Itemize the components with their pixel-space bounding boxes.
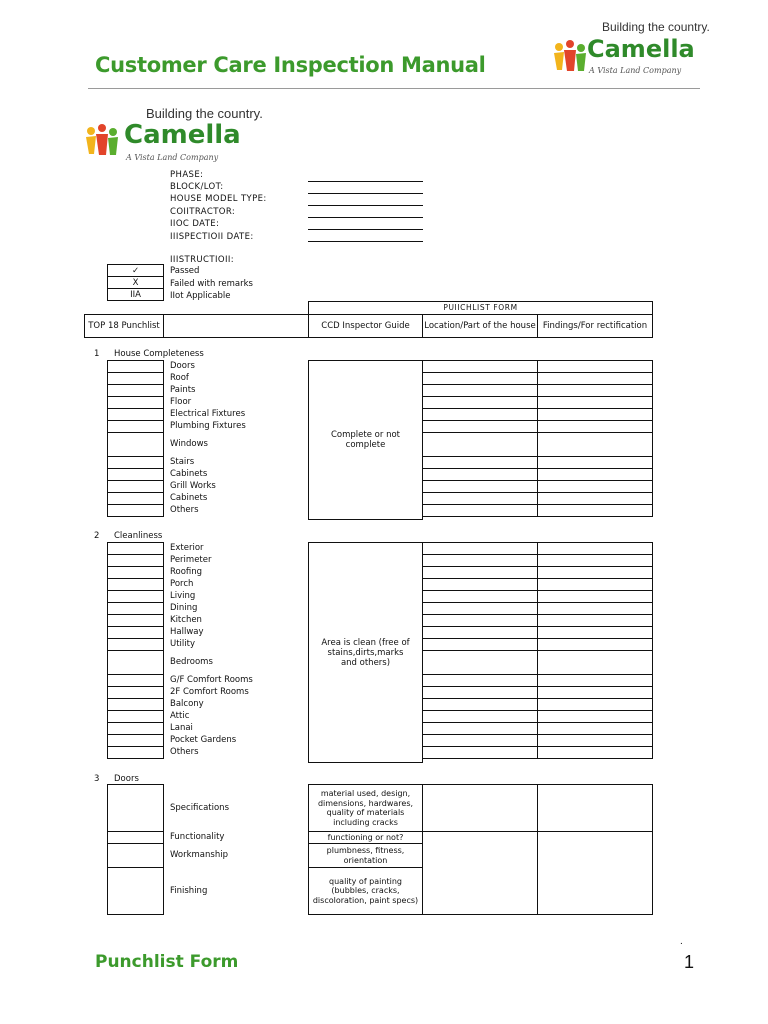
location-cell[interactable] xyxy=(422,504,538,517)
punchlist-item: Finishing xyxy=(170,885,208,896)
punchlist-item: Porch xyxy=(170,579,194,589)
punchlist-item: Functionality xyxy=(170,832,225,842)
footer-dot: . xyxy=(680,936,683,947)
manual-title: Customer Care Inspection Manual xyxy=(95,53,486,77)
findings-cell[interactable] xyxy=(537,746,653,759)
checkbox-cell[interactable] xyxy=(107,746,164,759)
punchlist-item: Roofing xyxy=(170,567,203,577)
form-logo xyxy=(80,104,263,166)
legend-na-text: IIot Applicable xyxy=(170,291,231,301)
punchlist-item: G/F Comfort Rooms xyxy=(170,675,253,685)
field-model-label: HOUSE MODEL TYPE: xyxy=(170,194,267,204)
punchlist-item: Perimeter xyxy=(170,555,212,565)
field-contractor-line[interactable] xyxy=(308,217,423,218)
page-number: 1 xyxy=(684,952,695,972)
punchlist-item: Cabinets xyxy=(170,493,208,503)
checkbox-cell[interactable] xyxy=(107,432,164,457)
header-findings: Findings/For rectification xyxy=(537,314,653,338)
header-location: Location/Part of the house xyxy=(422,314,538,338)
punchlist-item: Paints xyxy=(170,385,196,395)
location-cell[interactable] xyxy=(422,650,538,675)
punchlist-item: Windows xyxy=(170,439,208,449)
punchlist-item: Electrical Fixtures xyxy=(170,409,246,419)
legend-passed-text: Passed xyxy=(170,266,200,276)
logo-sub: A Vista Land Company xyxy=(589,66,682,75)
field-inspection-date-label: IIISPECTIOII DATE: xyxy=(170,232,254,242)
punchlist-item: 2F Comfort Rooms xyxy=(170,687,249,697)
field-contractor-label: COIITRACTOR: xyxy=(170,207,236,217)
checkbox-cell[interactable] xyxy=(107,504,164,517)
field-phase-label: PHASE: xyxy=(170,170,204,180)
findings-cell[interactable] xyxy=(537,784,653,832)
field-blocklot-label: BLOCK/LOT: xyxy=(170,182,224,192)
header-top18: TOP 18 Punchlist xyxy=(84,314,164,338)
punchlist-item: Lanai xyxy=(170,723,193,733)
field-noc-line[interactable] xyxy=(308,229,423,230)
form-people-logo-icon xyxy=(82,122,122,162)
inspector-guide-cell: plumbness, fitness, orientation xyxy=(308,843,423,868)
checkbox-cell[interactable] xyxy=(107,784,164,832)
legend-failed-mark: X xyxy=(107,276,164,289)
header-blank xyxy=(163,314,309,338)
punchlist-item: Specifications xyxy=(170,802,230,813)
checkbox-cell[interactable] xyxy=(107,650,164,675)
section-1-guide: Complete or not complete xyxy=(308,360,423,520)
inspector-guide-cell: quality of painting (bubbles, cracks, discoloration, paint specs) xyxy=(308,867,423,915)
punchlist-item: Exterior xyxy=(170,543,204,553)
checkbox-cell[interactable] xyxy=(107,843,164,868)
location-cell[interactable] xyxy=(422,432,538,457)
findings-cell[interactable] xyxy=(537,650,653,675)
punchlist-item: Utility xyxy=(170,639,196,649)
punchlist-item: Kitchen xyxy=(170,615,202,625)
instruction-label: IIISTRUCTIOII: xyxy=(170,255,235,265)
punchlist-form-title: PUIICHLIST FORM xyxy=(308,301,653,315)
punchlist-item: Others xyxy=(170,505,199,515)
footer-title: Punchlist Form xyxy=(95,952,239,972)
section-3-title: Doors xyxy=(114,774,139,784)
punchlist-item: Floor xyxy=(170,397,192,407)
findings-cell[interactable] xyxy=(537,432,653,457)
punchlist-item: Roof xyxy=(170,373,189,383)
form-logo-tagline: Building the country. xyxy=(146,106,263,121)
header-divider xyxy=(88,88,700,89)
location-cell[interactable] xyxy=(422,746,538,759)
inspector-guide-cell: functioning or not? xyxy=(308,831,423,844)
form-logo-sub: A Vista Land Company xyxy=(126,153,219,162)
header-ccd-guide: CCD Inspector Guide xyxy=(308,314,423,338)
punchlist-item: Grill Works xyxy=(170,481,216,491)
punchlist-item: Stairs xyxy=(170,457,195,467)
legend-passed-mark: ✓ xyxy=(107,264,164,277)
punchlist-item: Balcony xyxy=(170,699,204,709)
field-phase-line[interactable] xyxy=(308,181,423,182)
section-2-title: Cleanliness xyxy=(114,531,163,541)
header-logo xyxy=(540,14,710,80)
findings-cell[interactable] xyxy=(537,504,653,517)
field-inspection-date-line[interactable] xyxy=(308,241,423,242)
punchlist-item: Living xyxy=(170,591,196,601)
inspector-guide-cell: material used, design, dimensions, hardwares, quality of materials including cracks xyxy=(308,784,423,832)
punchlist-item: Bedrooms xyxy=(170,657,213,667)
section-1-title: House Completeness xyxy=(114,349,204,359)
findings-cell[interactable] xyxy=(537,831,653,915)
section-3-num: 3 xyxy=(94,774,100,784)
location-cell[interactable] xyxy=(422,784,538,832)
field-model-line[interactable] xyxy=(308,205,423,206)
punchlist-item: Pocket Gardens xyxy=(170,735,237,745)
punchlist-item: Doors xyxy=(170,361,195,371)
punchlist-item: Workmanship xyxy=(170,850,228,860)
form-logo-brand: Camella xyxy=(124,120,241,150)
punchlist-item: Plumbing Fixtures xyxy=(170,421,246,431)
logo-brand: Camella xyxy=(587,35,695,63)
logo-tagline: Building the country. xyxy=(602,20,710,34)
section-1-num: 1 xyxy=(94,349,100,359)
punchlist-item: Attic xyxy=(170,711,190,721)
section-2-guide: Area is clean (free of stains,dirts,marks and others) xyxy=(308,542,423,763)
punchlist-item: Cabinets xyxy=(170,469,208,479)
section-2-num: 2 xyxy=(94,531,100,541)
checkbox-cell[interactable] xyxy=(107,867,164,915)
punchlist-item: Dining xyxy=(170,603,198,613)
field-blocklot-line[interactable] xyxy=(308,193,423,194)
legend-failed-text: Failed with remarks xyxy=(170,279,253,289)
location-cell[interactable] xyxy=(422,831,538,915)
punchlist-item: Hallway xyxy=(170,627,204,637)
punchlist-item: Others xyxy=(170,747,199,757)
legend-na-mark: IIA xyxy=(107,288,164,301)
people-logo-icon xyxy=(550,38,590,78)
field-noc-label: IIOC DATE: xyxy=(170,219,220,229)
